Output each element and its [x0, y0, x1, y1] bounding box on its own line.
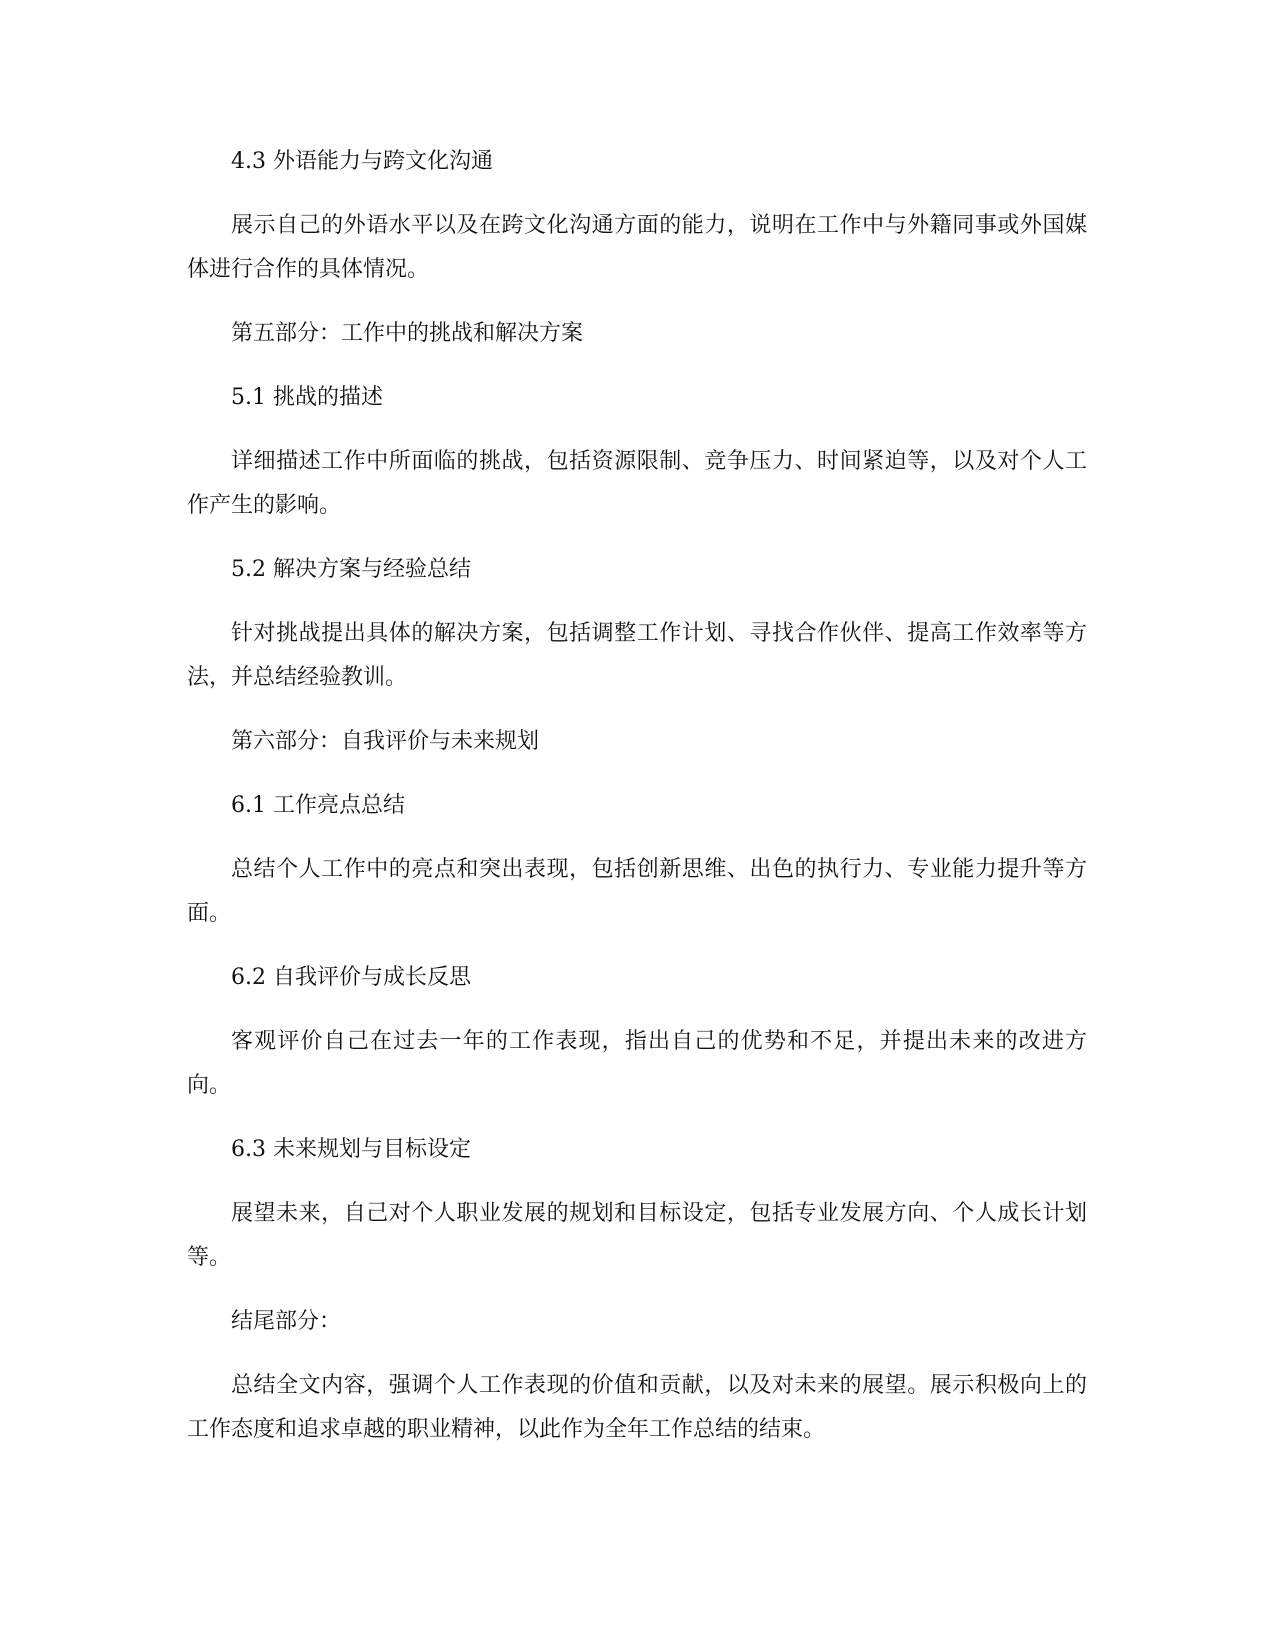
paragraph-6-3: 展望未来，自己对个人职业发展的规划和目标设定，包括专业发展方向、个人成长计划等。	[187, 1201, 1087, 1270]
paragraph-4-3: 展示自己的外语水平以及在跨文化沟通方面的能力，说明在工作中与外籍同事或外国媒体进行合作的具体情况。	[187, 213, 1087, 282]
part-heading-6: 第六部分：自我评价与未来规划	[231, 729, 540, 754]
document-body	[187, 140, 1087, 1472]
section-heading-5-1: 5.1 挑战的描述	[231, 385, 383, 410]
closing-paragraph: 总结全文内容，强调个人工作表现的价值和贡献，以及对未来的展望。展示积极向上的工作态度和追求卓越的职业精神，以此作为全年工作总结的结束。	[187, 1373, 1087, 1442]
closing-heading: 结尾部分：	[231, 1309, 342, 1334]
section-heading-4-3: 4.3 外语能力与跨文化沟通	[231, 149, 493, 174]
section-heading-6-3: 6.3 未来规划与目标设定	[231, 1137, 471, 1162]
part-heading-5: 第五部分：工作中的挑战和解决方案	[231, 321, 584, 346]
paragraph-6-1: 总结个人工作中的亮点和突出表现，包括创新思维、出色的执行力、专业能力提升等方面。	[187, 857, 1087, 926]
section-heading-6-1: 6.1 工作亮点总结	[231, 793, 405, 818]
paragraph-5-2: 针对挑战提出具体的解决方案，包括调整工作计划、寻找合作伙伴、提高工作效率等方法，并总结经验教训。	[187, 621, 1087, 690]
paragraph-6-2: 客观评价自己在过去一年的工作表现，指出自己的优势和不足，并提出未来的改进方向。	[187, 1029, 1087, 1098]
section-heading-5-2: 5.2 解决方案与经验总结	[231, 557, 471, 582]
paragraph-5-1: 详细描述工作中所面临的挑战，包括资源限制、竞争压力、时间紧迫等，以及对个人工作产生的影响。	[187, 449, 1087, 518]
section-heading-6-2: 6.2 自我评价与成长反思	[231, 965, 471, 990]
